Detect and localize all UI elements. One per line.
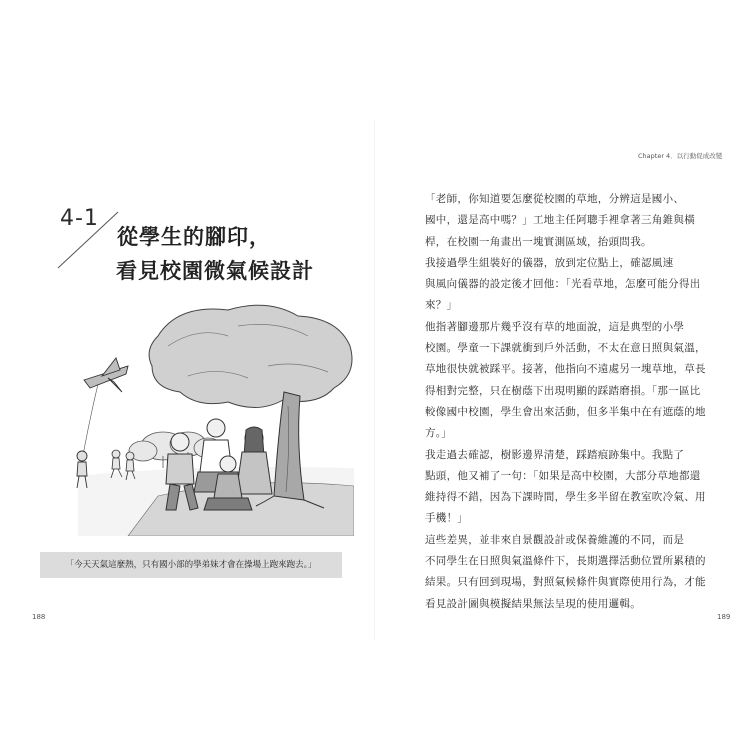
- paragraph-line: 這些差異，並非來自景觀設計或保養維護的不同，而是: [425, 533, 685, 546]
- paragraph-line: 與風向儀器的設定後才回他：「光看草地，怎麼可能分得出: [425, 278, 701, 291]
- paragraph-line: 「老師，你知道要怎麼從校園的草地，分辨這是國小、: [425, 193, 685, 205]
- paragraph-line: 維持得不錯，因為下課時間，學生多半留在教室吹冷氣、用: [425, 491, 706, 504]
- paragraph-line: 桿，在校園一角畫出一塊實測區域，抬頭問我。: [425, 235, 652, 248]
- paragraph-line: 國中，還是高中嗎？」工地主任阿聰手裡拿著三角錐與橫: [425, 214, 695, 227]
- paragraph-line: 來？」: [425, 299, 458, 312]
- body-text: [425, 189, 725, 615]
- paragraph-line: 點頭，他又補了一句：「如果是高中校園，大部分草地都還: [425, 469, 701, 482]
- chapter-title-line-1: 從學生的腳印，: [117, 224, 271, 249]
- chapter-title-line-2: 看見校園微氣候設計: [116, 258, 314, 283]
- paragraph-line: 得相對完整，只在樹蔭下出現明顯的踩踏磨損。「那一區比: [425, 384, 701, 397]
- paragraph-line: 方。」: [425, 427, 453, 440]
- page-number-left: 188: [32, 613, 46, 621]
- running-header: Chapter 4．以行動促成改變: [638, 152, 723, 160]
- chapter-title: [117, 220, 314, 288]
- section-number: 4-1: [60, 206, 99, 231]
- paragraph-line: 我走過去確認，樹影邊界清楚，踩踏痕跡集中。我點了: [425, 448, 685, 461]
- paragraph-line: 草地很快就被踩平。接著，他指向不遠處另一塊草地，草長: [425, 363, 706, 376]
- paragraph-line: 結果。只有回到現場，對照氣候條件與實際使用行為，才能: [425, 576, 706, 589]
- paragraph-line: 我接過學生組裝好的儀器，放到定位點上，確認風速: [425, 256, 674, 269]
- paragraph-line: 較像國中校園，學生會出來活動，但多半集中在有遮蔭的地: [425, 405, 706, 418]
- schoolyard-illustration: [68, 296, 354, 536]
- paragraph-line: 他指著腳邊那片幾乎沒有草的地面說，這是典型的小學: [425, 320, 685, 333]
- paragraph-line: 手機！」: [425, 512, 469, 525]
- paragraph-line: 校園。學童一下課就衝到戶外活動，不太在意日照與氣溫，: [425, 342, 706, 355]
- paragraph-line: 看見設計圖與模擬結果無法呈現的使用邏輯。: [425, 597, 641, 610]
- illustration-caption: 「今天天氣這麼熱，只有國小部的學弟妹才會在操場上跑來跑去。」: [40, 552, 342, 578]
- page-number-right: 189: [717, 613, 731, 621]
- paragraph-line: 不同學生在日照與氣溫條件下，長期選擇活動位置所累積的: [425, 555, 706, 568]
